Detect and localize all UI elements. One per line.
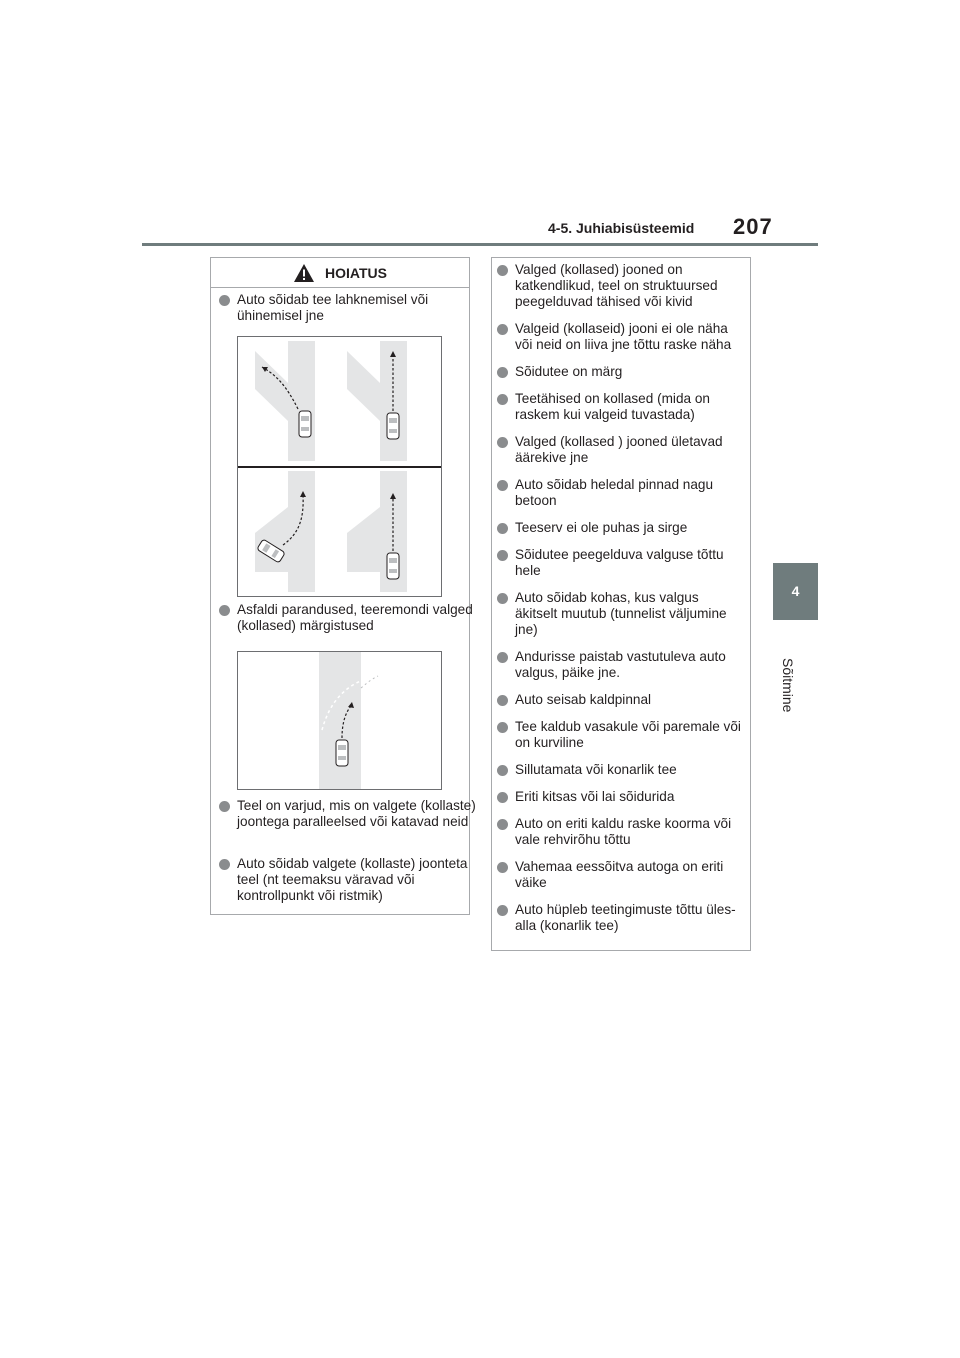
warning-item xyxy=(219,798,477,830)
list-item xyxy=(497,321,742,353)
bullet-icon xyxy=(497,480,508,491)
bullet-icon xyxy=(497,437,508,448)
chapter-tab: 4 xyxy=(773,563,818,620)
warning-item-text: Auto sõidab valgete (kollaste) joonteta teel (nt teemaksu väravad või kontrollpunkt või ristmik) xyxy=(237,856,468,903)
road-repair-marking-illustration xyxy=(237,651,442,790)
list-item xyxy=(497,902,742,934)
bullet-icon xyxy=(497,550,508,561)
conditions-list-box xyxy=(491,257,751,951)
list-item xyxy=(497,789,742,805)
list-item xyxy=(497,719,742,751)
bullet-icon xyxy=(497,722,508,733)
warning-item xyxy=(219,602,477,634)
list-item-text: Valged (kollased) jooned on katkendlikud, teel on struktuursed peegelduvad tähised või kivid xyxy=(515,262,718,309)
bullet-icon xyxy=(497,905,508,916)
bullet-icon xyxy=(497,265,508,276)
list-item xyxy=(497,520,742,536)
list-item-text: Sõidutee on märg xyxy=(515,364,623,379)
list-item xyxy=(497,547,742,579)
list-item-text: Auto sõidab heledal pinnad nagu betoon xyxy=(515,477,714,508)
list-item-text: Vahemaa eessõitva autoga on eriti väike xyxy=(515,859,724,890)
bullet-icon xyxy=(219,605,230,616)
bullet-icon xyxy=(497,819,508,830)
conditions-list xyxy=(492,258,750,934)
warning-item xyxy=(219,856,477,904)
list-item xyxy=(497,649,742,681)
list-item xyxy=(497,434,742,466)
list-item-text: Sõidutee peegelduva valguse tõttu hele xyxy=(515,547,724,578)
list-item-text: Auto on eriti kaldu raske koorma või vale rehvirõhu tõttu xyxy=(515,816,732,847)
warning-box xyxy=(210,257,476,915)
bullet-icon xyxy=(497,792,508,803)
bullet-icon xyxy=(497,324,508,335)
list-item-text: Eriti kitsas või lai sõidurida xyxy=(515,789,675,804)
bullet-icon xyxy=(497,695,508,706)
list-item xyxy=(497,859,742,891)
list-item-text: Auto sõidab kohas, kus valgus äkitselt muutub (tunnelist väljumine jne) xyxy=(515,590,727,637)
header-divider xyxy=(142,243,818,246)
list-item xyxy=(497,816,742,848)
warning-item-text: Teel on varjud, mis on valgete (kollaste) joontega paralleelsed või katavad neid xyxy=(237,798,476,829)
bullet-icon xyxy=(219,859,230,870)
warning-item-text: Asfaldi parandused, teeremondi valged (kollased) märgistused xyxy=(237,602,473,633)
list-item-text: Auto hüpleb teetingimuste tõttu üles-alla (konarlik tee) xyxy=(515,902,736,933)
list-item-text: Andurisse paistab vastutuleva auto valgus, päike jne. xyxy=(515,649,726,680)
list-item xyxy=(497,590,742,638)
list-item xyxy=(497,364,742,380)
list-item-text: Teetähised on kollased (mida on raskem kui valgeid tuvastada) xyxy=(515,391,710,422)
list-item-text: Auto seisab kaldpinnal xyxy=(515,692,652,707)
bullet-icon xyxy=(219,801,230,812)
list-item-text: Teeserv ei ole puhas ja sirge xyxy=(515,520,688,535)
warning-triangle-icon xyxy=(293,263,315,283)
road-split-illustration xyxy=(237,336,442,597)
list-item xyxy=(497,477,742,509)
warning-item-text: Auto sõidab tee lahknemisel või ühinemisel jne xyxy=(237,292,429,323)
list-item-text: Sillutamata või konarlik tee xyxy=(515,762,677,777)
list-item xyxy=(497,762,742,778)
list-item xyxy=(497,692,742,708)
warning-title: HOIATUS xyxy=(325,264,387,281)
bullet-icon xyxy=(497,367,508,378)
bullet-icon xyxy=(497,652,508,663)
chapter-title: Sõitmine xyxy=(780,658,796,713)
warning-item xyxy=(219,292,477,324)
list-item-text: Valged (kollased ) jooned ületavad äärekive jne xyxy=(515,434,723,465)
bullet-icon xyxy=(219,295,230,306)
bullet-icon xyxy=(497,765,508,776)
bullet-icon xyxy=(497,394,508,405)
list-item-text: Tee kaldub vasakule või paremale või on kurviline xyxy=(515,719,741,750)
bullet-icon xyxy=(497,862,508,873)
warning-header xyxy=(211,258,469,288)
list-item xyxy=(497,391,742,423)
list-item xyxy=(497,262,742,310)
bullet-icon xyxy=(497,523,508,534)
list-item-text: Valgeid (kollaseid) jooni ei ole näha või neid on liiva jne tõttu raske näha xyxy=(515,321,732,352)
page-number: 207 xyxy=(733,214,773,239)
bullet-icon xyxy=(497,593,508,604)
section-title: 4-5. Juhiabisüsteemid xyxy=(548,220,695,236)
